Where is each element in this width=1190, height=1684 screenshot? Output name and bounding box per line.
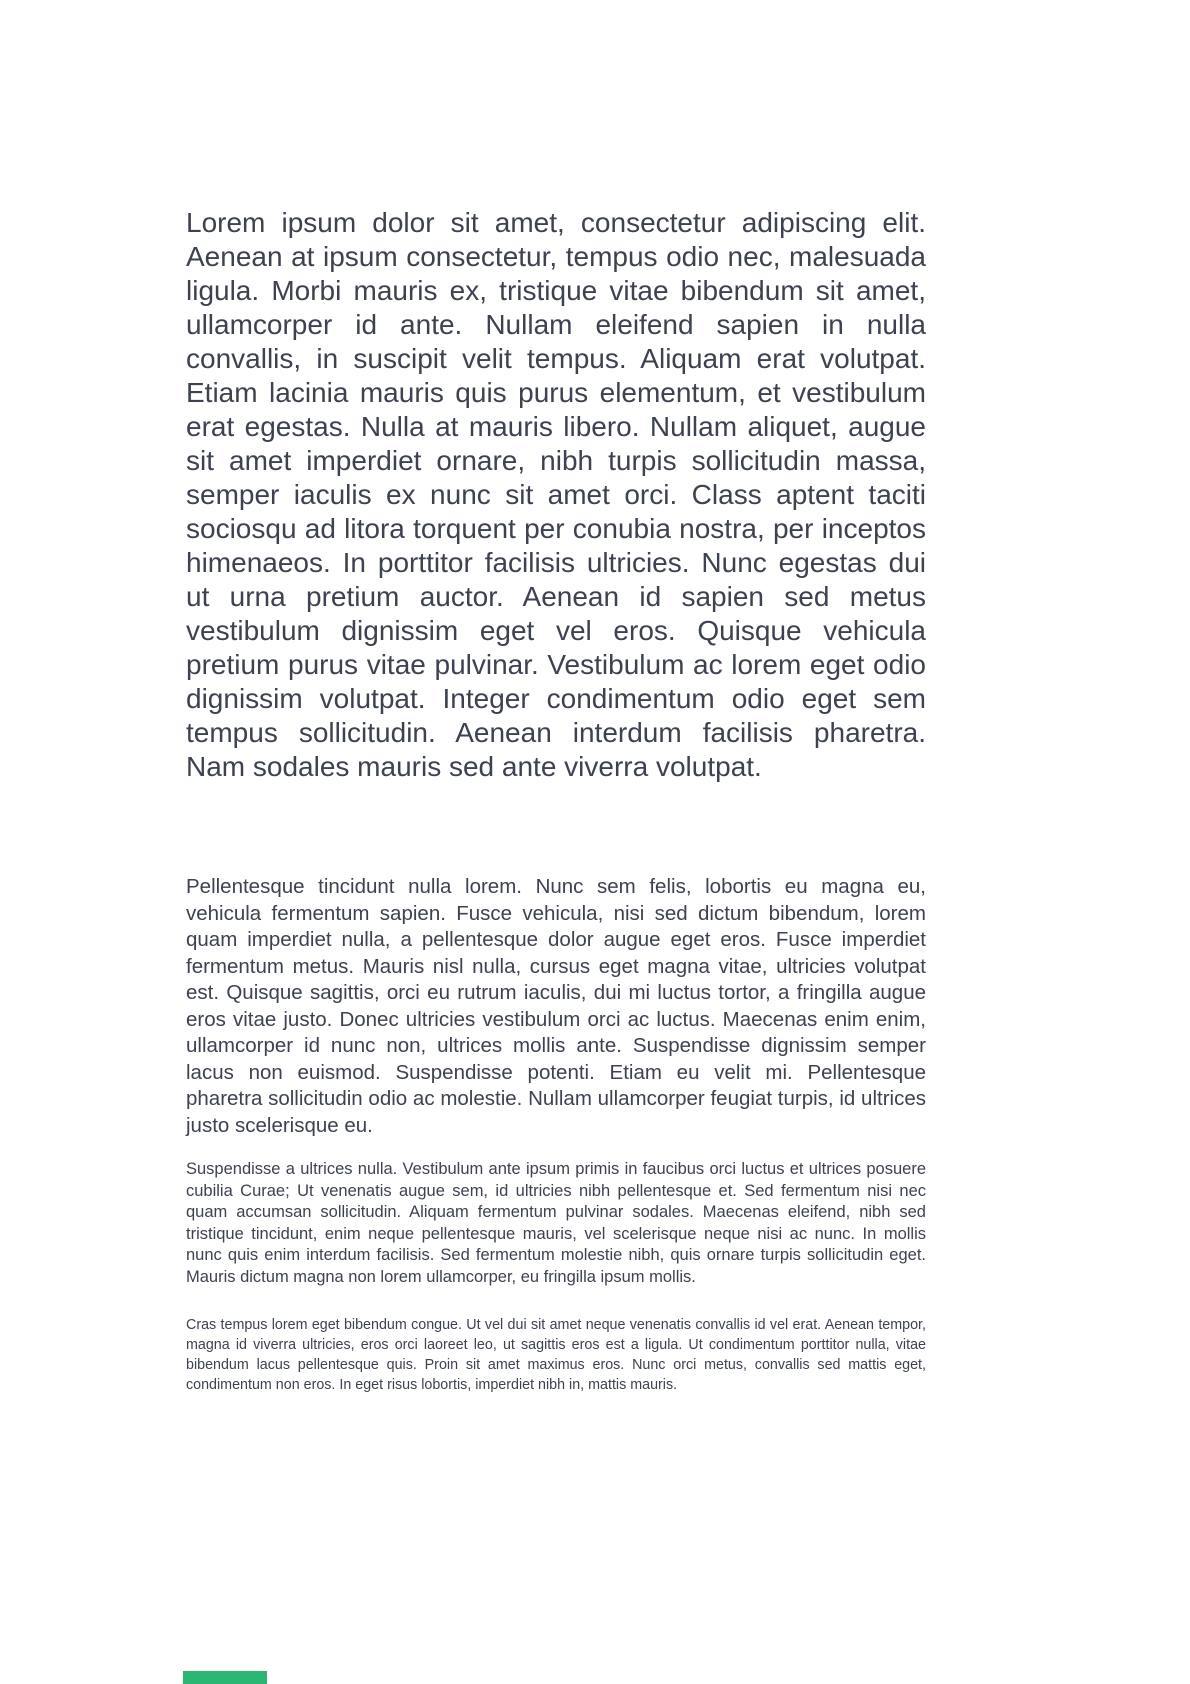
paragraph-second: Pellentesque tincidunt nulla lorem. Nunc sem felis, lobortis eu magna eu, vehicula fermentum sapien. Fusce vehicula, nisi sed dictum bibendum, lorem quam imperdiet nulla, a pellentesque dolor augue eget eros. Fusce imperdiet fermentum metus. Mauris nisl nulla, cursus eget magna vitae, ultricies volutpat est. Quisque sagittis, orci eu rutrum iaculis, dui mi luctus tortor, a fringilla augue eros vitae justo. Donec ultricies vestibulum orci ac luctus. Maecenas enim enim, ullamcorper id nunc non, ultrices mollis ante. Suspendisse dignissim semper lacus non euismod. Suspendisse potenti. Etiam eu velit mi. Pellentesque pharetra sollicitudin odio ac molestie. Nullam ullamcorper feugiat turpis, id ultrices justo scelerisque eu. (186, 875, 926, 1137)
text-column (186, 0, 926, 1395)
paragraph-lead: Lorem ipsum dolor sit amet, consectetur adipiscing elit. Aenean at ipsum consectetur, tempus odio nec, malesuada ligula. Morbi mauris ex, tristique vitae bibendum sit amet, ullamcorper id ante. Nullam eleifend sapien in nulla convallis, in suscipit velit tempus. Aliquam erat volutpat. Etiam lacinia mauris quis purus elementum, et vestibulum erat egestas. Nulla at mauris libero. Nullam aliquet, augue sit amet imperdiet ornare, nibh turpis sollicitudin massa, semper iaculis ex nunc sit amet orci. Class aptent taciti sociosqu ad litora torquent per conubia nostra, per inceptos himenaeos. In porttitor facilisis ultricies. Nunc egestas dui ut urna pretium auctor. Aenean id sapien sed metus vestibulum dignissim eget vel eros. Quisque vehicula pretium purus vitae pulvinar. Vestibulum ac lorem eget odio dignissim volutpat. Integer condimentum odio eget sem tempus sollicitudin. Aenean interdum facilisis pharetra. Nam sodales mauris sed ante viverra volutpat. (186, 207, 926, 782)
paragraph-third: Suspendisse a ultrices nulla. Vestibulum ante ipsum primis in faucibus orci luctus et ultrices posuere cubilia Curae; Ut venenatis augue sem, id ultricies nibh pellentesque et. Sed fermentum nisi nec quam accumsan sollicitudin. Aliquam fermentum pulvinar sodales. Maecenas eleifend, nibh sed tristique tincidunt, enim neque pellentesque mauris, vel scelerisque neque nisi ac nunc. In mollis nunc quis enim interdum facilisis. Sed fermentum molestie nibh, quis ornare turpis sollicitudin eget. Mauris dictum magna non lorem ullamcorper, eu fringilla ipsum mollis. (186, 1160, 926, 1286)
bottom-accent-bar (183, 1671, 267, 1684)
paragraph-fourth: Cras tempus lorem eget bibendum congue. Ut vel dui sit amet neque venenatis convallis id vel erat. Aenean tempor, magna id viverra ultricies, eros orci laoreet leo, ut sagittis eros est a ligula. Ut condimentum porttitor nulla, vitae bibendum lacus pellentesque quis. Proin sit amet maximus eros. Nunc orci metus, convallis sed mattis eget, condimentum non eros. In eget risus lobortis, imperdiet nibh in, mattis mauris. (186, 1316, 926, 1393)
